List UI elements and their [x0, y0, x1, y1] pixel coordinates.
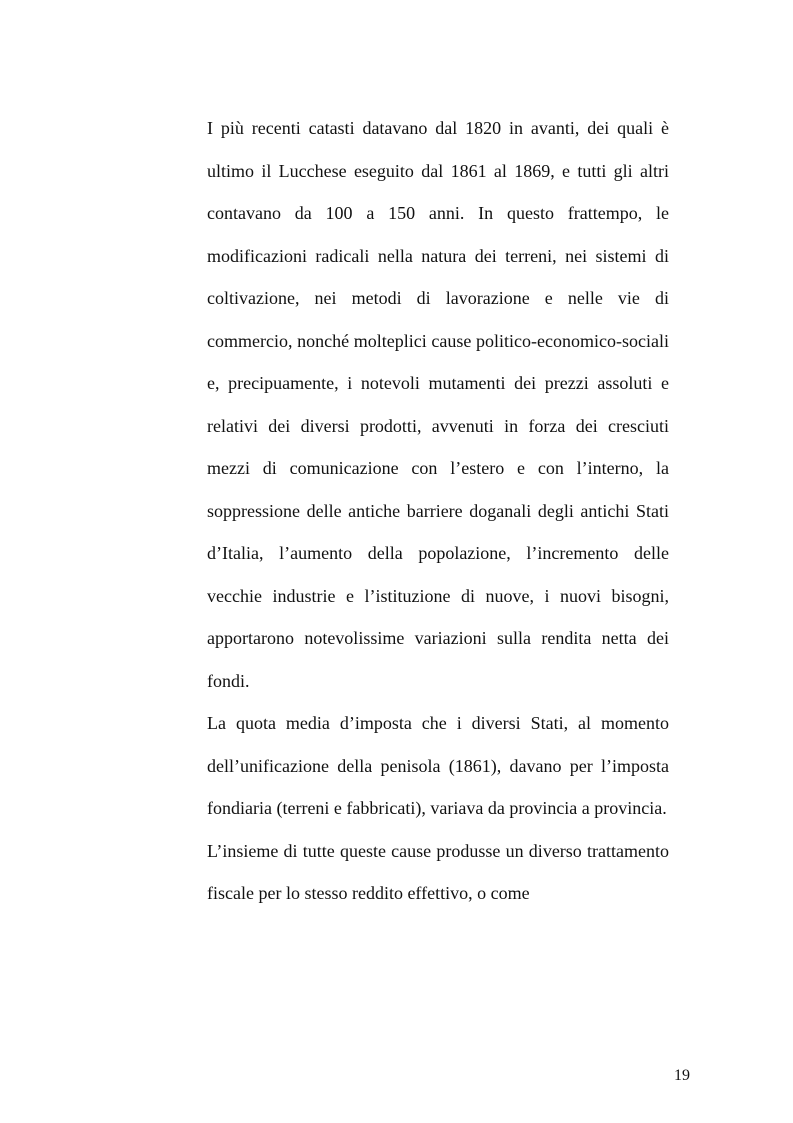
body-text	[207, 107, 669, 915]
paragraph-2: La quota media d’imposta che i diversi Stati, al momento dell’unificazione della penisola (1861), davano per l’imposta fondiaria (terreni e fabbricati), variava da provincia a provincia.	[207, 713, 669, 818]
paragraph-3: L’insieme di tutte queste cause produsse un diverso trattamento fiscale per lo stesso reddito effettivo, o come	[207, 840, 669, 903]
paragraph-1: I più recenti catasti datavano dal 1820 in avanti, dei quali è ultimo il Lucchese eseguito dal 1861 al 1869, e tutti gli altri contavano da 100 a 150 anni. In questo frattempo, le modificazioni radicali nella natura dei terreni, nei sistemi di coltivazione, nei metodi di lavorazione e nelle vie di commercio, nonché molteplici cause politico-economico-sociali e, precipuamente, i notevoli mutamenti dei prezzi assoluti e relativi dei diversi prodotti, avvenuti in forza dei cresciuti mezzi di comunicazione con l’estero e con l’interno, la soppressione delle antiche barriere doganali degli antichi Stati d’Italia, l’aumento della popolazione, l’incremento delle vecchie industrie e l’istituzione di nuove, i nuovi bisogni, apportarono notevolissime variazioni sulla rendita netta dei fondi.	[207, 118, 669, 691]
page-number: 19	[674, 1067, 690, 1084]
